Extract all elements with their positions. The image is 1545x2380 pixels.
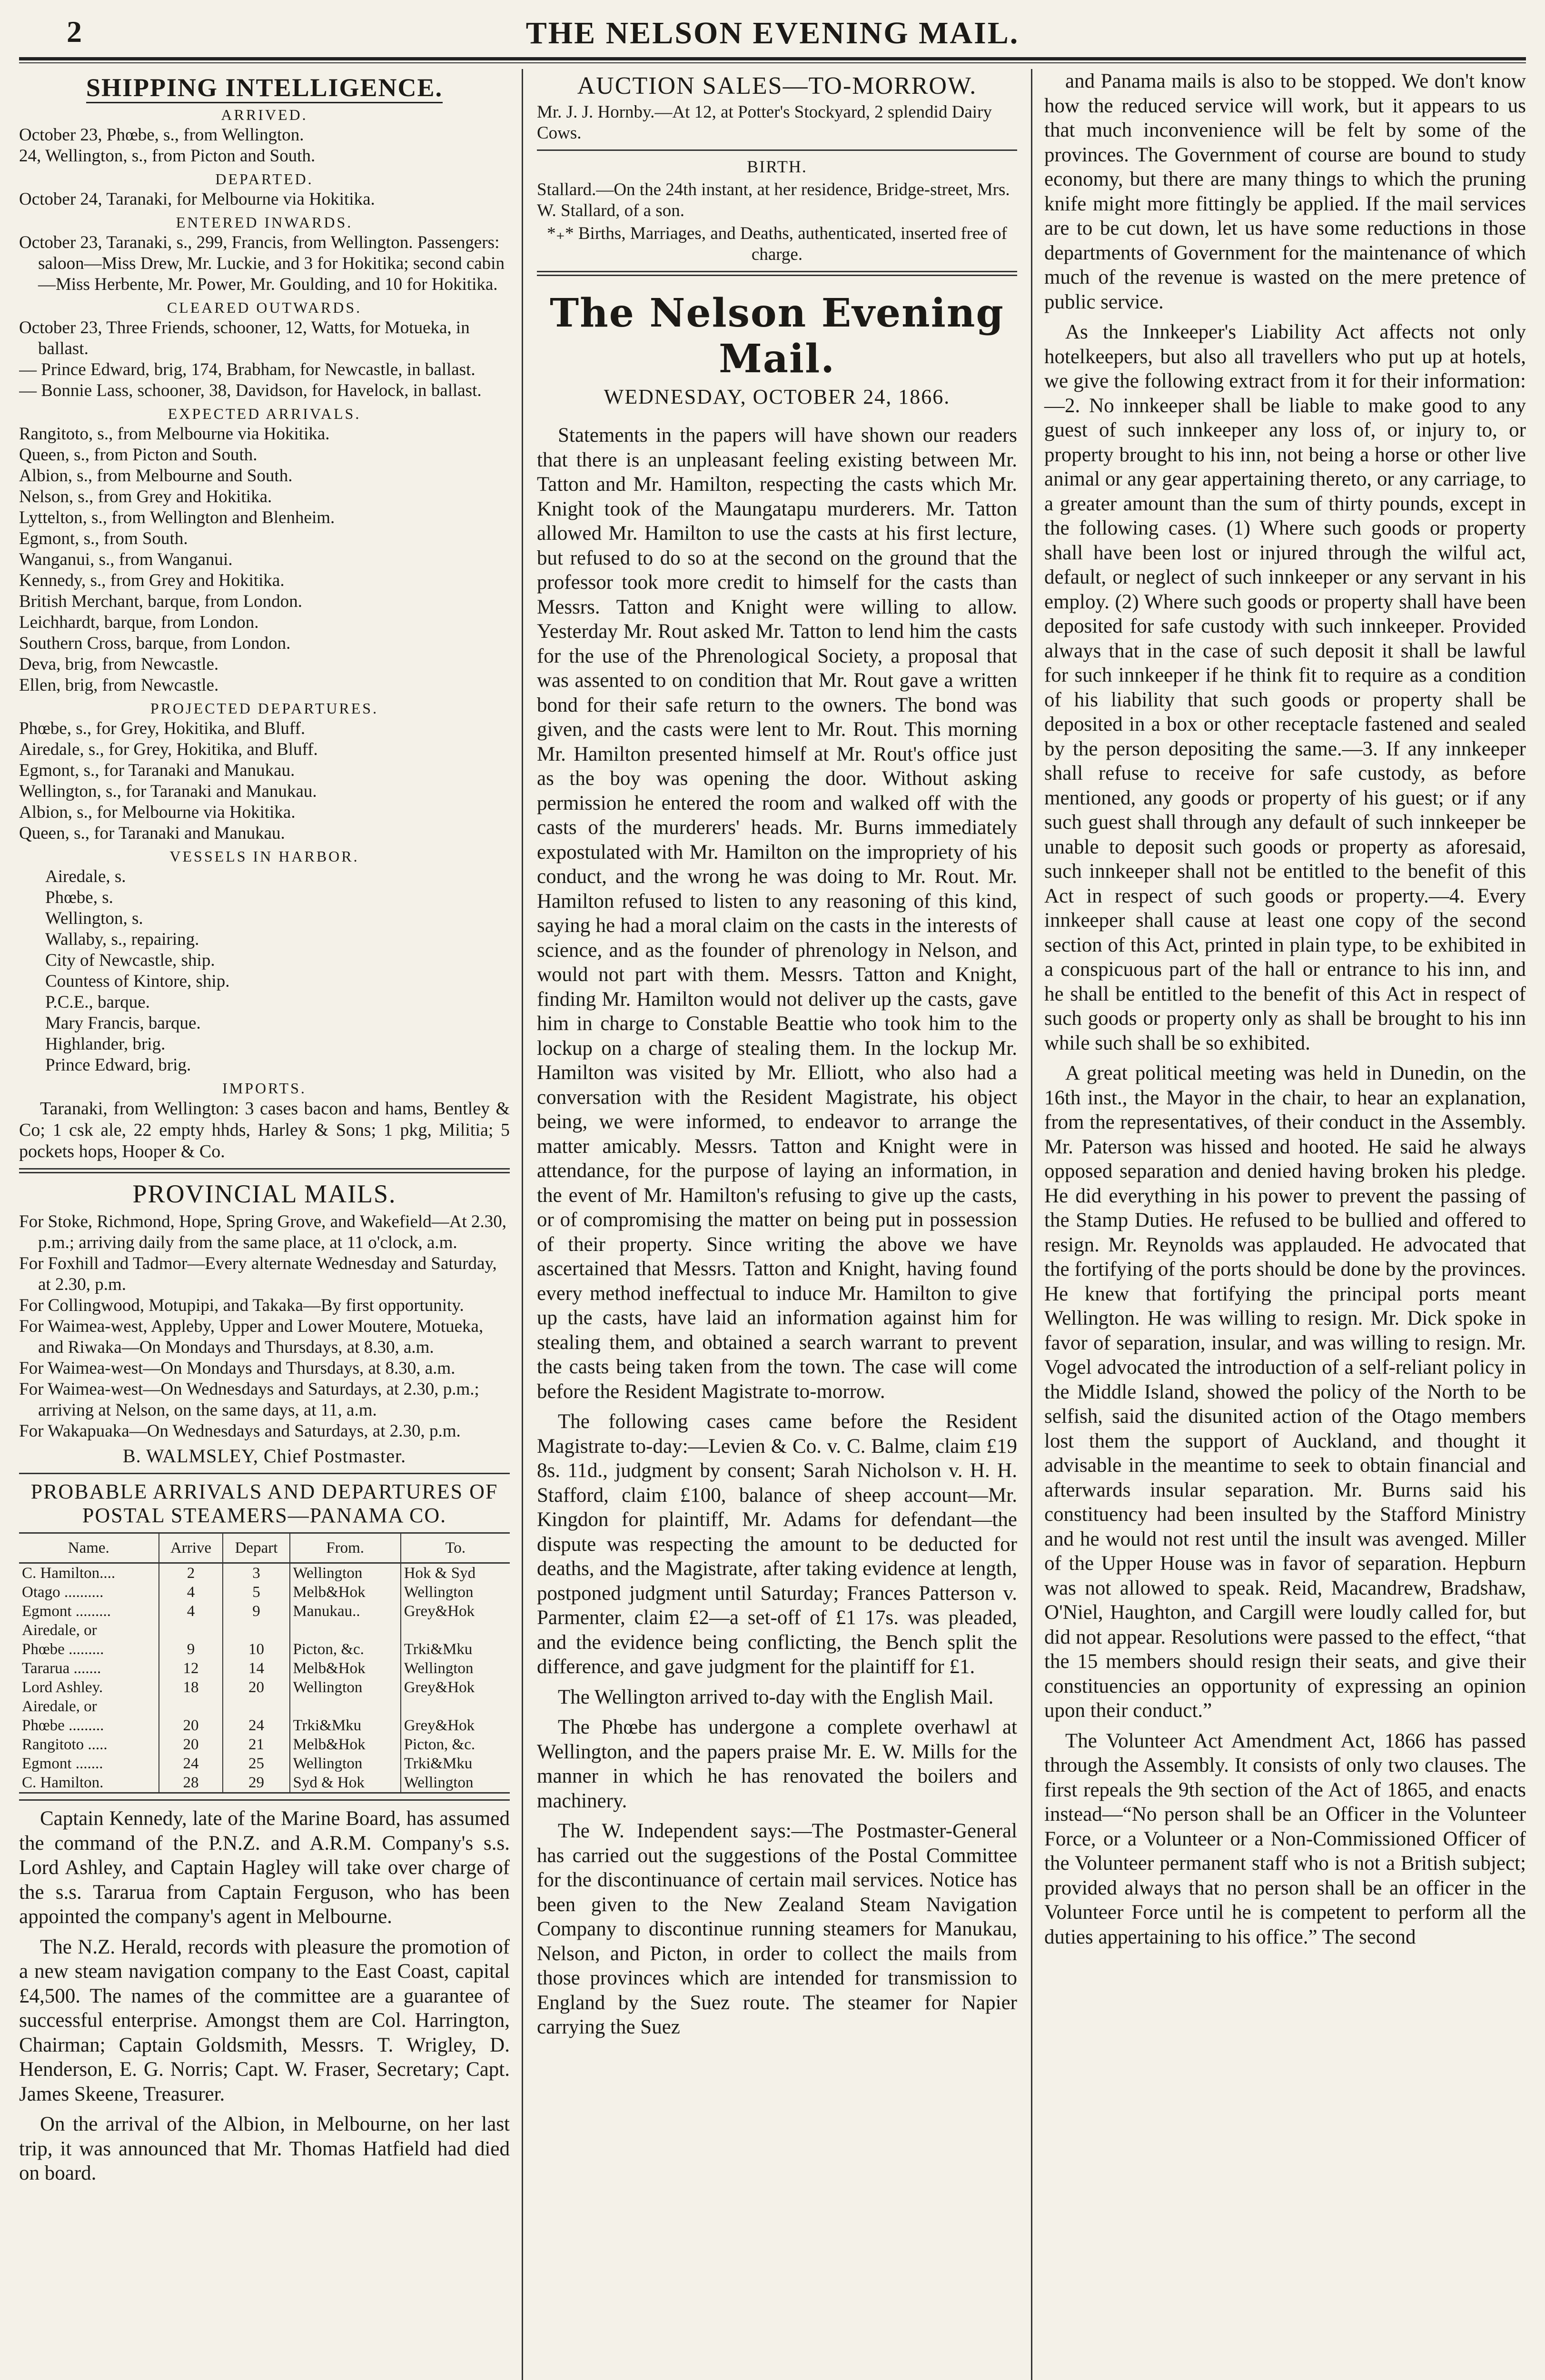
table-cell [290, 1621, 401, 1640]
shipping-entry: Lyttelton, s., from Wellington and Blenheim. [19, 508, 335, 527]
mail-entry: For Foxhill and Tadmor—Every alternate Wednesday and Saturday, at 2.30, p.m. [19, 1254, 497, 1294]
shipping-entry: October 24, Taranaki, for Melbourne via Hokitika. [19, 189, 375, 209]
table-cell: 4 [159, 1583, 223, 1602]
table-cell: Trki&Mku [401, 1754, 510, 1773]
news-paragraph: A great political meeting was held in Dunedin, on the 16th inst., the Mayor in the chair, to hear an explanation, from the representatives, of their conduct in the Assembly. Mr. Paterson was hissed and hooted. He said he always opposed separation and denied having broken his pledge. He did everything in his power to prevent the passing of the Stamp Duties. He refused to be bullied and offered to resign. Mr. Reynolds was applauded. He advocated that the fortifying of the ports should be done by the provinces. He knew that fortifying the principal ports meant Wellington. He was willing to resign. Mr. Dick spoke in favor of separation, insular, and was willing to resign. Mr. Vogel advocated the introduction of a self-reliant policy in the Middle Island, showed the policy of the North to be selfish, said the disunited action of the Otago members lost them the support of Auckland, and thought it advisable in the meantime to seek to obtain financial and afterwards insular separation. Mr. Burns said his constituency had been insulted by the Stafford Ministry and he would not rest until the insult was avenged. Miller of the Upper House was in favor of separation. Hepburn was not allowed to speak. Reid, Macandrew, Bradshaw, O'Niel, Haughton, and Cargill were loudly called for, but did not appear. Resolutions were passed to the effect, “that the 15 members should resign their seats, and give their constituencies an opportunity of expressing an opinion upon their conduct.” [1044, 1062, 1526, 1722]
table-cell: Trki&Mku [401, 1640, 510, 1659]
table-cell: Picton, &c. [401, 1735, 510, 1754]
table-row [19, 1735, 510, 1754]
mails-list [19, 1211, 510, 1442]
table-cell [290, 1697, 401, 1716]
column-divider [1031, 69, 1032, 2380]
news-paragraph: As the Innkeeper's Liability Act affects not only hotelkeepers, but also all travellers who put up at hotels, we give the following extract from it for their information:—2. No innkeeper shall be liable to make good to any guest of such innkeeper any loss of, or injury to, or property brought to his inn, not being a horse or other live animal or any gear appertaining thereto, or any carriage, to a greater amount than the sum of thirty pounds, except in the following cases. (1) Where such goods or property shall have been lost or injured through the wilful act, default, or neglect of such innkeeper or any servant in his employ. (2) Where such goods or property shall have been deposited for safe custody with such innkeeper. Provided always that in the case of such deposit it shall be lawful for such innkeeper if he think fit to require as a condition of his liability that such goods or property shall be deposited in a box or other receptacle fastened and sealed by the person depositing the same.—3. If any innkeeper shall refuse to receive for safe custody, as before mentioned, any goods or property of his guest; or if any such guest shall through any default of such innkeeper be unable to deposit such goods or property as aforesaid, such innkeeper shall not be entitled to the benefit of this Act in respect of such goods or property.—4. Every innkeeper shall cause at least one copy of the second section of this Act, printed in plain type, to be exhibited in a conspicuous part of the hall or entrance to his inn, and he shall be entitled to the benefit of this Act in respect of such goods or property only as shall be brought to his inn while such shall be so exhibited. [1044, 321, 1526, 1054]
table-cell: Melb&Hok [290, 1583, 401, 1602]
entered-list [19, 232, 510, 295]
table-cell: C. Hamilton. [19, 1773, 159, 1793]
table-cell: 18 [159, 1678, 223, 1697]
mail-entry: For Collingwood, Motupipi, and Takaka—By first opportunity. [19, 1296, 464, 1315]
vessel-entry: Mary Francis, barque. [45, 1013, 201, 1033]
table-row [19, 1640, 510, 1659]
column-1-news [19, 1806, 510, 2186]
table-row [19, 1773, 510, 1793]
shipping-entry: Albion, s., for Melbourne via Hokitika. [19, 803, 296, 822]
mail-entry: For Waimea-west—On Wednesdays and Saturdays, at 2.30, p.m.; arriving at Nelson, on the same days, at 11, a.m. [19, 1379, 479, 1420]
auction-heading: AUCTION SALES—TO-MORROW. [577, 72, 977, 99]
arrived-heading: ARRIVED. [221, 106, 308, 123]
departed-heading: DEPARTED. [215, 170, 314, 188]
table-cell: Lord Ashley. [22, 1679, 103, 1696]
shipping-entry: October 23, Three Friends, schooner, 12, Watts, for Motueka, in ballast. [19, 318, 470, 358]
table-cell: Wellington [401, 1583, 510, 1602]
shipping-entry: Deva, brig, from Newcastle. [19, 654, 219, 674]
arrived-list [19, 125, 510, 167]
mail-entry: For Waimea-west, Appleby, Upper and Lower Moutere, Motueka, and Riwaka—On Mondays and Thursdays, at 8.30, a.m. [19, 1317, 484, 1357]
table-cell [159, 1697, 223, 1716]
table-cell: 3 [223, 1563, 289, 1583]
table-cell [223, 1697, 289, 1716]
table-row [19, 1716, 510, 1735]
masthead [19, 10, 1526, 57]
shipping-entry: Nelson, s., from Grey and Hokitika. [19, 487, 272, 506]
vessel-entry: Countess of Kintore, ship. [45, 972, 230, 991]
entered-heading: ENTERED INWARDS. [176, 214, 353, 231]
column-2 [528, 69, 1026, 2380]
expected-heading: EXPECTED ARRIVALS. [168, 405, 361, 422]
dateline: WEDNESDAY, OCTOBER 24, 1866. [604, 385, 951, 408]
table-cell: 24 [223, 1716, 289, 1735]
postmaster-signature: B. WALMSLEY, Chief Postmaster. [122, 1445, 406, 1467]
table-cell: Airedale, or [22, 1622, 97, 1639]
shipping-entry: 24, Wellington, s., from Picton and South. [19, 146, 316, 166]
table-row [19, 1602, 510, 1621]
shipping-entry: October 23, Taranaki, s., 299, Francis, from Wellington. Passengers: saloon—Miss Drew, Mr. Luckie, and 3 for Hokitika; second cabin—Miss Herbente, Mr. Power, Mr. Goulding, and 10 for Hokitika. [19, 233, 505, 294]
vessel-entry: Highlander, brig. [45, 1034, 166, 1054]
table-cell: Wellington [401, 1659, 510, 1678]
table-cell: 14 [223, 1659, 289, 1678]
projected-list [19, 718, 510, 844]
news-paragraph: Captain Kennedy, late of the Marine Board, has assumed the command of the P.N.Z. and A.R.M. Company's s.s. Lord Ashley, and Captain Hagley will take over charge of the s.s. Tararua from Captain Ferguson, who has been appointed the company's agent in Melbourne. [19, 1807, 510, 1928]
masthead-rule [19, 57, 1526, 60]
table-cell: Grey&Hok [401, 1716, 510, 1735]
table-cell: Otago .......... [22, 1584, 104, 1601]
table-cell: C. Hamilton.... [22, 1565, 116, 1582]
table-row [19, 1678, 510, 1697]
news-paragraph: The Wellington arrived to-day with the English Mail. [558, 1686, 994, 1708]
table-cell [223, 1621, 289, 1640]
table-cell: 12 [159, 1659, 223, 1678]
vessel-entry: Wallaby, s., repairing. [45, 930, 199, 949]
news-paragraph: The Volunteer Act Amendment Act, 1866 has passed through the Assembly. It consists of only two clauses. The first repeals the 9th section of the Act of 1865, and enacts instead—“No person shall be an Officer in the Volunteer Force, or a Volunteer or a Non-Commissioned Officer of the Volunteer permanent staff who is not a British subject; provided always that no person shall be an officer in the Volunteer Force until he is competent to perform all the duties appertaining to his office.” The second [1044, 1729, 1526, 1948]
table-row [19, 1697, 510, 1716]
steamers-table [19, 1532, 510, 1794]
mail-entry: For Stoke, Richmond, Hope, Spring Grove, and Wakefield—At 2.30, p.m.; arriving daily from the same place, at 11 o'clock, a.m. [19, 1212, 506, 1252]
table-row [19, 1659, 510, 1678]
table-cell: Egmont ....... [22, 1755, 103, 1772]
table-row [19, 1621, 510, 1640]
col-to: To. [401, 1533, 510, 1563]
table-cell: 28 [159, 1773, 223, 1793]
table-cell: Wellington [290, 1678, 401, 1697]
table-header-row [19, 1533, 510, 1563]
table-cell: Picton, &c. [290, 1640, 401, 1659]
table-cell [159, 1621, 223, 1640]
news-paragraph: The Phœbe has undergone a complete overhawl at Wellington, and the papers praise Mr. E. W. Mills for the manner in which he has renovated the boilers and machinery. [537, 1716, 1017, 1812]
col-depart: Depart [223, 1533, 289, 1563]
table-cell: 9 [223, 1602, 289, 1621]
table-cell: Airedale, or [22, 1698, 97, 1715]
vessel-entry: P.C.E., barque. [45, 992, 150, 1012]
shipping-entry: Ellen, brig, from Newcastle. [19, 675, 219, 695]
col-name: Name. [19, 1533, 159, 1563]
table-cell: 21 [223, 1735, 289, 1754]
table-cell: Phœbe ......... [22, 1717, 104, 1734]
news-paragraph: The following cases came before the Resident Magistrate to-day:—Levien & Co. v. C. Balme, claim £19 8s. 11d., judgment by consent; Sarah Nicholson v. H. H. Stafford, claim £100, balance of sheep account—Mr. Kingdon for plaintiff, Mr. Adams for defendant—the dispute was respecting the amount to be deducted for deaths, and the Magistrate, after taking evidence at length, postponed judgment until Saturday; Frances Patterson v. Parmenter, claim £2—a set-off of £1 17s. was pleaded, and the evidence being conflicting, the Bench split the difference, and gave judgment for the plaintiff for £1. [537, 1410, 1017, 1678]
expected-list [19, 424, 510, 696]
shipping-entry: Phœbe, s., for Grey, Hokitika, and Bluff. [19, 719, 306, 738]
steamers-table-body [19, 1563, 510, 1793]
table-cell: Wellington [401, 1773, 510, 1793]
table-cell: 20 [159, 1735, 223, 1754]
imports-text: Taranaki, from Wellington: 3 cases bacon and hams, Bentley & Co; 1 csk ale, 22 empty hhds, Harley & Sons; 1 pkg, Militia; 5 pockets hops, Hooper & Co. [19, 1099, 510, 1161]
harbor-list [19, 866, 510, 1076]
vessel-entry: City of Newcastle, ship. [45, 951, 215, 970]
shipping-entry: Southern Cross, barque, from London. [19, 634, 291, 653]
table-cell: Rangitoto ..... [22, 1736, 108, 1753]
table-cell: 25 [223, 1754, 289, 1773]
table-row [19, 1583, 510, 1602]
table-cell: Grey&Hok [401, 1602, 510, 1621]
table-cell: 20 [159, 1716, 223, 1735]
column-3 [1038, 69, 1526, 2380]
shipping-entry: Queen, s., for Taranaki and Manukau. [19, 823, 285, 843]
news-paragraph: The W. Independent says:—The Postmaster-General has carried out the suggestions of the Postal Committee for the discontinuance of certain mail services. Notice has been given to the New Zealand Steam Navigation Company to discontinue running steamers for Manukau, Nelson, and Picton, in order to collect the mails from those provinces which are intended for transmission to England by the Suez route. The steamer for Napier carrying the Suez [537, 1820, 1017, 2038]
shipping-entry: Wellington, s., for Taranaki and Manukau. [19, 782, 317, 801]
vessel-entry: Phœbe, s. [45, 888, 113, 907]
table-cell: Egmont ......... [22, 1603, 111, 1620]
column-1 [19, 69, 516, 2380]
masthead-rule-thin [19, 62, 1526, 63]
table-cell: Phœbe ......... [22, 1641, 104, 1658]
shipping-entry: Albion, s., from Melbourne and South. [19, 466, 293, 486]
table-cell: Melb&Hok [290, 1659, 401, 1678]
paper-title: The Nelson Evening Mail. [550, 290, 1004, 382]
shipping-entry: — Bonnie Lass, schooner, 38, Davidson, for Havelock, in ballast. [19, 381, 482, 400]
table-cell: 4 [159, 1602, 223, 1621]
harbor-heading: VESSELS IN HARBOR. [169, 848, 359, 865]
shipping-entry: October 23, Phœbe, s., from Wellington. [19, 125, 304, 145]
shipping-entry: Egmont, s., for Taranaki and Manukau. [19, 761, 295, 780]
section-divider [19, 1473, 510, 1474]
columns [19, 69, 1526, 2380]
news-paragraph: The N.Z. Herald, records with pleasure the promotion of a new steam navigation company to the East Coast, capital £4,500. The names of the committee are a guarantee of successful enterprise. Amongst them are Col. Harrington, Chairman; Captain Goldsmith, Messrs. T. Wrigley, D. Henderson, E. G. Norris; Capt. W. Fraser, Secretary; Capt. James Skeene, Treasurer. [19, 1935, 510, 2105]
section-divider [537, 149, 1017, 151]
shipping-entry: Queen, s., from Picton and South. [19, 445, 258, 465]
col-from: From. [290, 1533, 401, 1563]
shipping-entry: Rangitoto, s., from Melbourne via Hokitika. [19, 424, 330, 444]
table-cell [401, 1621, 510, 1640]
mail-entry: For Waimea-west—On Mondays and Thursdays, at 8.30, a.m. [19, 1359, 456, 1378]
shipping-heading: SHIPPING INTELLIGENCE. [19, 73, 510, 102]
birth-heading: BIRTH. [747, 157, 807, 176]
table-row [19, 1563, 510, 1583]
shipping-entry: Airedale, s., for Grey, Hokitika, and Bluff. [19, 740, 318, 759]
steamers-heading: PROBABLE ARRIVALS AND DEPARTURES OF POSTAL STEAMERS—PANAMA CO. [30, 1480, 498, 1527]
section-divider [19, 1799, 510, 1801]
table-row [19, 1754, 510, 1773]
table-cell: 10 [223, 1640, 289, 1659]
table-cell [401, 1697, 510, 1716]
table-cell: 29 [223, 1773, 289, 1793]
departed-list [19, 189, 510, 210]
page-number: 2 [67, 15, 82, 49]
shipping-entry: — Prince Edward, brig, 174, Brabham, for Newcastle, in ballast. [19, 360, 475, 379]
column-2-body [537, 423, 1017, 2040]
col-arrive: Arrive [159, 1533, 223, 1563]
table-cell: 20 [223, 1678, 289, 1697]
vessel-entry: Prince Edward, brig. [45, 1055, 191, 1075]
news-paragraph: Statements in the papers will have shown our readers that there is an unpleasant feeling existing between Mr. Tatton and Mr. Hamilton, respecting the casts which Mr. Knight took of the Maungatapu murderers. Mr. Tatton allowed Mr. Hamilton to use the casts at his first lecture, but refused to do so at the second on the ground that the professor took more credit to himself for the casts than Messrs. Tatton and Knight were willing to allow. Yesterday Mr. Rout asked Mr. Tatton to lend him the casts for the use of the Phrenological Society, a proposal that was assented to on condition that Mr. Rout gave a written bond for their safe return to the owners. The bond was given, and the casts were lent to Mr. Rout. This morning Mr. Hamilton presented himself at Mr. Rout's office just as the boy was opening the door. Without asking permission he entered the room and walked off with the casts of the murderers' heads. Mr. Burns immediately expostulated with Mr. Hamilton on the impropriety of his conduct, and the wrong he was doing to Mr. Rout. Mr. Hamilton refused to listen to any reasoning of this kind, saying he had a moral claim on the casts in the interests of science, and as the founder of phrenology in Nelson, and would not part with them. Messrs. Tatton and Knight, finding Mr. Hamilton would not deliver up the casts, gave him in charge to Constable Beattie who took him to the lockup on a charge of stealing them. In the lockup Mr. Hamilton was visited by Mr. Elliott, who also had a conversation with the Resident Magistrate, his object being, we were informed, to endeavor to arrange the matter amicably. Messrs. Tatton and Knight were in attendance, for the purpose of laying an information, in the event of Mr. Hamilton's refusing to give up the casts, or of compromising the matter on being put in possession of their property. Since writing the above we have ascertained that Messrs. Tatton and Knight, having found every method ineffectual to induce Mr. Hamilton to give up the casts, have laid an information against him for stealing them, and obtained a search warrant to prevent the casts being taken from the town. The case will come before the Resident Magistrate to-morrow. [537, 424, 1017, 1403]
newspaper-title: THE NELSON EVENING MAIL. [525, 16, 1020, 50]
table-cell: 2 [159, 1563, 223, 1583]
vessel-entry: Wellington, s. [45, 909, 143, 928]
table-cell: Wellington [290, 1563, 401, 1583]
notice-free-insertion: *₊* Births, Marriages, and Deaths, authenticated, inserted free of charge. [547, 224, 1007, 264]
shipping-entry: Kennedy, s., from Grey and Hokitika. [19, 571, 285, 590]
section-divider [19, 1168, 510, 1173]
table-cell: Melb&Hok [290, 1735, 401, 1754]
birth-text: Stallard.—On the 24th instant, at her residence, Bridge-street, Mrs. W. Stallard, of a son. [537, 180, 1010, 220]
column-divider [522, 69, 523, 2380]
section-divider [537, 271, 1017, 276]
shipping-entry: Leichhardt, barque, from London. [19, 613, 259, 632]
table-cell: 9 [159, 1640, 223, 1659]
table-cell: Hok & Syd [401, 1563, 510, 1583]
table-cell: 5 [223, 1583, 289, 1602]
table-cell: Grey&Hok [401, 1678, 510, 1697]
projected-heading: PROJECTED DEPARTURES. [150, 700, 379, 717]
table-cell: Tararua ....... [22, 1660, 101, 1677]
table-cell: Manukau.. [290, 1602, 401, 1621]
shipping-entry: Egmont, s., from South. [19, 529, 188, 548]
mails-heading: PROVINCIAL MAILS. [132, 1180, 396, 1208]
table-cell: 24 [159, 1754, 223, 1773]
vessel-entry: Airedale, s. [45, 867, 126, 886]
table-cell: Syd & Hok [290, 1773, 401, 1793]
shipping-entry: British Merchant, barque, from London. [19, 592, 302, 611]
shipping-entry: Wanganui, s., from Wanganui. [19, 550, 233, 569]
news-paragraph: and Panama mails is also to be stopped. We don't know how the reduced service will work, but it appears to us that much inconvenience will be felt by some of the provinces. The Government of course are bound to study economy, but there are many things to which the pruning knife might more fittingly be applied. If the mail services are to be cut down, let us have some reductions in those departments of Government for the maintenance of which much of the revenue is wasted on the mere pretence of public service. [1044, 70, 1526, 313]
imports-heading: IMPORTS. [222, 1080, 307, 1097]
cleared-list [19, 317, 510, 401]
column-3-body [1044, 69, 1526, 1949]
news-paragraph: On the arrival of the Albion, in Melbourne, on her last trip, it was announced that Mr. Thomas Hatfield had died on board. [19, 2113, 510, 2184]
auction-text: Mr. J. J. Hornby.—At 12, at Potter's Stockyard, 2 splendid Dairy Cows. [537, 102, 992, 143]
table-cell: Wellington [290, 1754, 401, 1773]
table-cell: Trki&Mku [290, 1716, 401, 1735]
mail-entry: For Wakapuaka—On Wednesdays and Saturdays, at 2.30, p.m. [19, 1421, 461, 1441]
cleared-heading: CLEARED OUTWARDS. [167, 299, 362, 316]
